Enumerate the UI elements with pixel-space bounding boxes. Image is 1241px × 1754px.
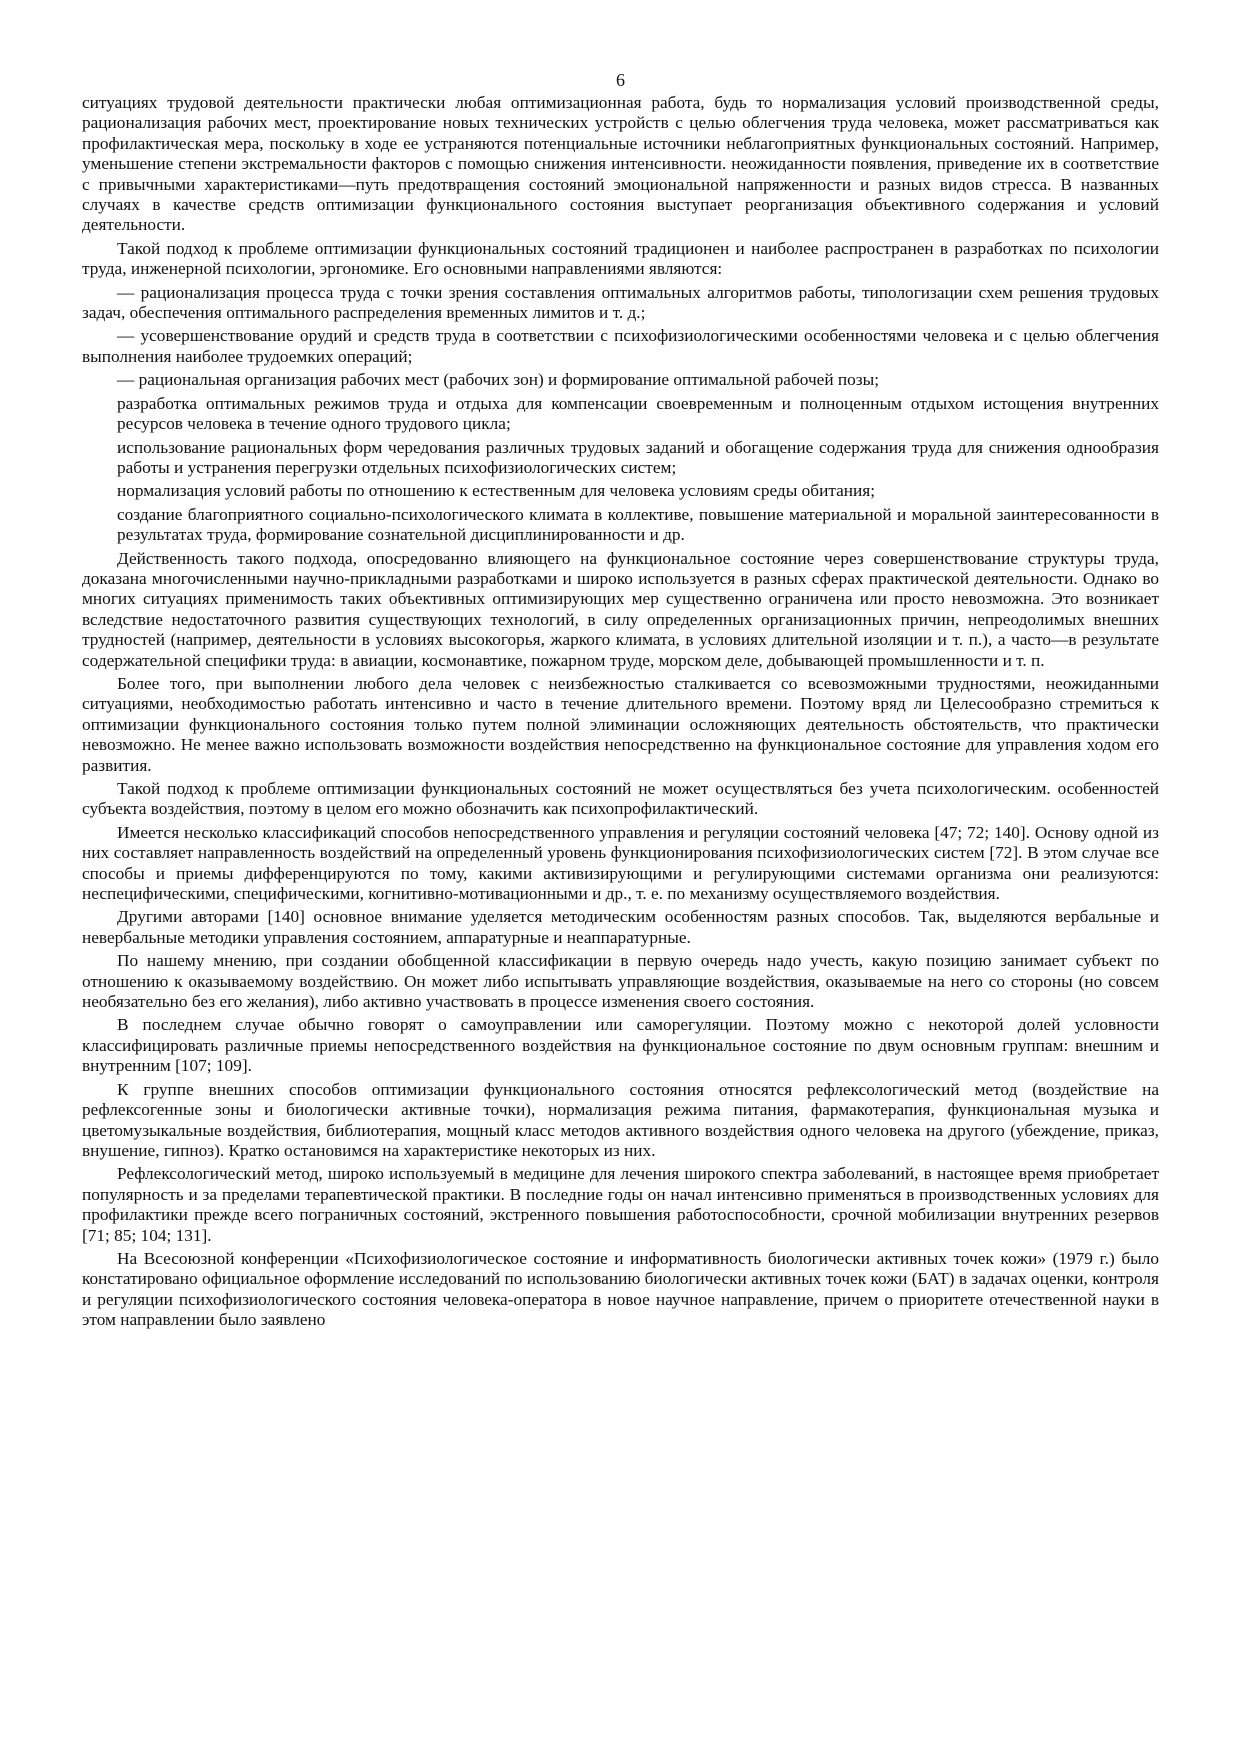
paragraph-other-authors: Другими авторами [140] основное внимание уделяется методическим особенностям разных способов. Так, выделяются вербальные и невербальные методики управления состоянием, аппаратурные и неаппаратурные. — [82, 907, 1159, 947]
paragraph-approach-intro: Такой подход к проблеме оптимизации функциональных состояний традиционен и наиболее распространен в разработках по психологии труда, инженерной психологии, эргономике. Его основными направлениями являются: — [82, 238, 1159, 279]
list-item-social-climate: создание благоприятного социально-психологического климата в коллективе, повышение материальной и моральной заинтересованности в результатах труда, формирование сознательной дисциплинированности и др. — [117, 504, 1159, 545]
paragraph-self-regulation: В последнем случае обычно говорят о самоуправлении или саморегуляции. Поэтому можно с некоторой долей условности классифицировать различные приемы непосредственного воздействия на функциональное состояние по двум основным группам: внешним и внутренним [107; 109]. — [82, 1015, 1159, 1076]
paragraph-our-opinion: По нашему мнению, при создании обобщенной классификации в первую очередь надо учесть, какую позицию занимает субъект по отношению к оказываемому воздействию. Он может либо испытывать управляющие воздействия, оказываемые на него со стороны (но совсем необязательно без его желания), либо активно участвовать в процессе изменения своего состояния. — [82, 951, 1159, 1012]
paragraph-conference: На Всесоюзной конференции «Психофизиологическое состояние и информативность биологически активных точек кожи» (1979 г.) было констатировано официальное оформление исследований по использованию биологически активных точек кожи (БАТ) в задачах оценки, контроля и регуляции психофизиологического состояния человека-оператора в новое научное направление, причем о приоритете отечественной науки в этом направлении было заявлено — [82, 1248, 1159, 1330]
document-page — [82, 70, 1159, 1334]
paragraph-psychoprophylactic: Такой подход к проблеме оптимизации функциональных состояний не может осуществляться без учета психологическим. особенностей субъекта воздействия, поэтому в целом его можно обозначить как психопрофилактический. — [82, 779, 1159, 819]
list-item-tools-improvement: — усовершенствование орудий и средств труда в соответствии с психофизиологическими особенностями человека и с целью облегчения выполнения наиболее трудоемких операций; — [82, 326, 1159, 366]
paragraph-difficulties: Более того, при выполнении любого дела человек с неизбежностью сталкивается со всевозможными трудностями, неожиданными ситуациями, необходимостью работать интенсивно и часто в течение длительного времени. Поэтому вряд ли Целесообразно стремиться к оптимизации функционального состояния только путем полной элиминации осложняющих деятельность обстоятельств, что практически невозможно. Не менее важно использовать возможности воздействия непосредственно на функциональное состояние для управления ходом его развития. — [82, 673, 1159, 775]
list-item-workplace-organization: — рациональная организация рабочих мест (рабочих зон) и формирование оптимальной рабочей позы; — [117, 370, 880, 390]
page-number: 6 — [616, 70, 625, 90]
list-item-work-rest-regimes: разработка оптимальных режимов труда и отдыха для компенсации своевременным и полноценным отдыхом истощения внутренних ресурсов человека в течение одного трудового цикла; — [117, 393, 1159, 434]
list-item-task-alternation: использование рациональных форм чередования различных трудовых заданий и обогащение содержания труда для снижения однообразия работы и устранения перегрузки отдельных психофизиологических систем; — [117, 437, 1159, 477]
paragraph-classifications: Имеется несколько классификаций способов непосредственного управления и регуляции состояний человека [47; 72; 140]. Основу одной из них составляет направленность воздействий на определенный уровень функционирования психофизиологических систем [72]. В этом случае все способы и приемы дифференцируются по тому, какими активизирующими и регулирующими системами организма они реализуются: неспецифическими, специфическими, когнитивно-мотивационными и др., т. е. по механизму осуществляемого воздействия. — [82, 822, 1159, 904]
paragraph-effectiveness: Действенность такого подхода, опосредованно влияющего на функциональное состояние через совершенствование структуры труда, доказана многочисленными научно-прикладными разработками и широко используется в разных сферах практической деятельности. Однако во многих ситуациях применимость таких объективных оптимизирующих мер существенно ограничена или просто невозможна. Это возникает вследствие недостаточного развития существующих технологий, в силу определенных организационных причин, непреодолимых внешних трудностей (например, деятельности в условиях высокогорья, жаркого климата, в условиях длительной изоляции и т. п.), а часто—в результате содержательной специфики труда: в авиации, космонавтике, пожарном труде, морском деле, добывающей промышленности и т. п. — [82, 548, 1159, 670]
list-item-conditions-normalization: нормализация условий работы по отношению к естественным для человека условиям среды обитания; — [117, 481, 876, 501]
list-item-rationalization: — рационализация процесса труда с точки зрения составления оптимальных алгоритмов работы, типологизации схем решения трудовых задач, обеспечения оптимального распределения временных лимитов и т. д.; — [82, 282, 1159, 323]
paragraph-continuation: ситуациях трудовой деятельности практически любая оптимизационная работа, будь то нормализация условий производственной среды, рационализация рабочих мест, проектирование новых технических устройств с целью облегчения труда человека, может рассматриваться как профилактическая мера, поскольку в ходе ее устраняются потенциальные источники неблагоприятных функциональных состояний. Например, уменьшение степени экстремальности факторов с помощью снижения интенсивности. неожиданности появления, приведение их в соответствие с привычными характеристиками—путь предотвращения состояний эмоциональной напряженности и разных видов стресса. В названных случаях в качестве средств оптимизации функционального состояния выступает реорганизация объективного содержания и условий деятельности. — [82, 93, 1159, 235]
paragraph-external-methods: К группе внешних способов оптимизации функционального состояния относятся рефлексологический метод (воздействие на рефлексогенные зоны и биологически активные точки), нормализация режима питания, фармакотерапия, функциональная музыка и цветомузыкальные воздействия, библиотерапия, мощный класс методов активного воздействия одного человека на другого (убеждение, приказ, внушение, гипноз). Кратко остановимся на характеристике некоторых из них. — [82, 1079, 1159, 1160]
paragraph-reflexology: Рефлексологический метод, широко используемый в медицине для лечения широкого спектра заболеваний, в настоящее время приобретает популярность и за пределами терапевтической практики. В последние годы он начал интенсивно применяться в производственных условиях для профилактики прежде всего пограничных состояний, экстренного повышения работоспособности, срочной мобилизации внутренних резервов [71; 85; 104; 131]. — [82, 1164, 1159, 1245]
